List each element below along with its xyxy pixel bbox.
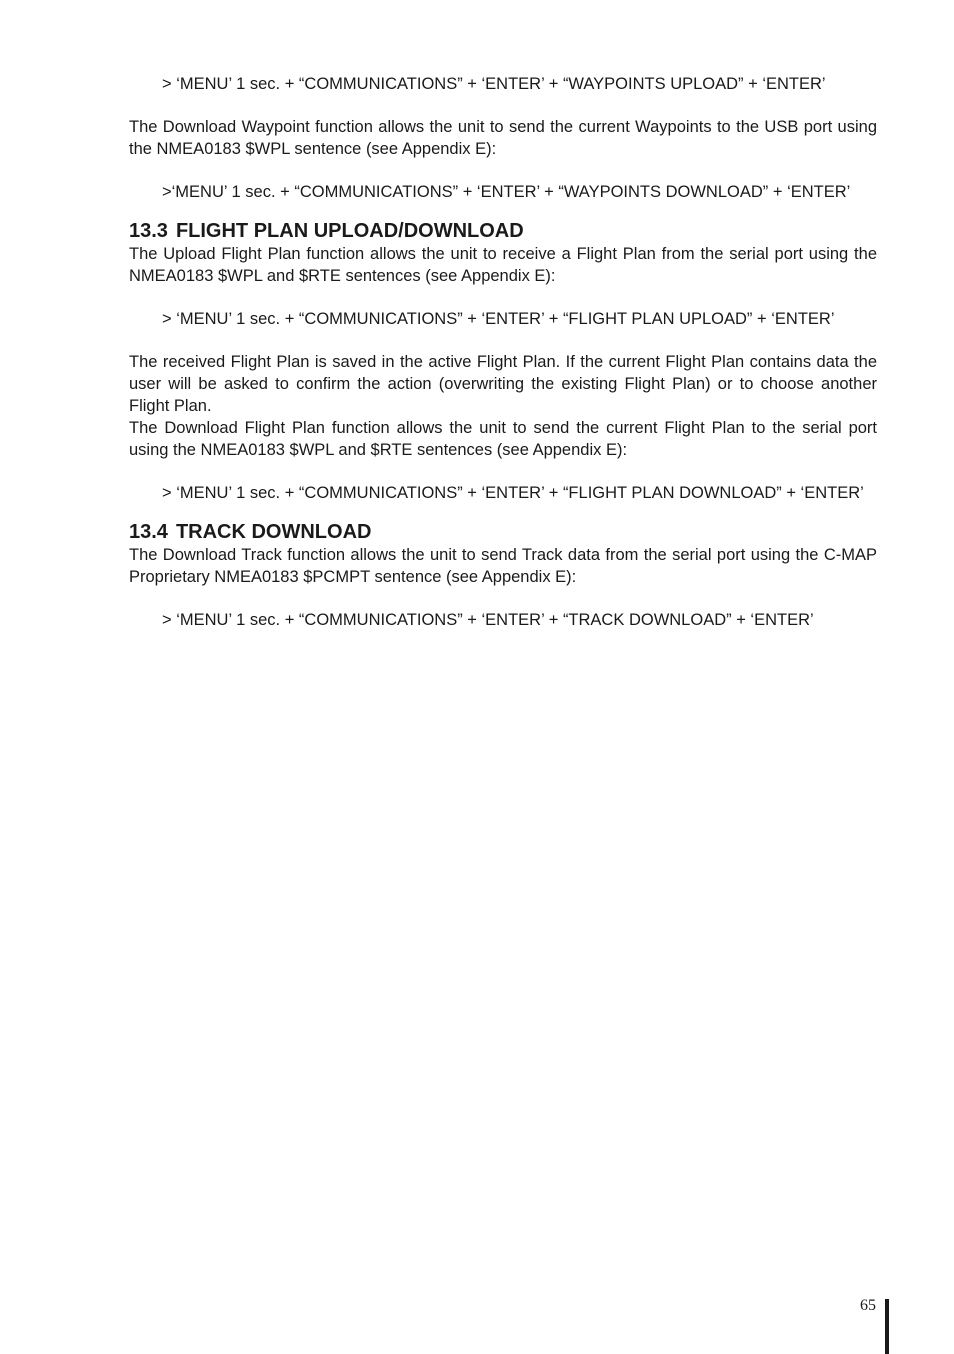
paragraph-waypoint-download: The Download Waypoint function allows the unit to send the current Waypoints to the USB port using the NMEA0183 $WPL sentence (see Appendix E): [129,118,877,158]
command-track-download: > ‘MENU’ 1 sec. + “COMMUNICATIONS” + ‘ENTER’ + “TRACK DOWNLOAD” + ‘ENTER’ [162,611,814,629]
section-title: FLIGHT PLAN UPLOAD/DOWNLOAD [175,220,524,242]
command-flight-plan-download: > ‘MENU’ 1 sec. + “COMMUNICATIONS” + ‘ENTER’ + “FLIGHT PLAN DOWNLOAD” + ‘ENTER’ [162,484,864,502]
paragraph-flight-plan-download: The Download Flight Plan function allows the unit to send the current Flight Plan to the serial port using the NMEA0183 $WPL and $RTE sentences (see Appendix E): [129,419,877,459]
section-title: TRACK DOWNLOAD [175,521,372,543]
section-heading-13-3 [129,219,877,243]
command-waypoints-upload: > ‘MENU’ 1 sec. + “COMMUNICATIONS” + ‘ENTER’ + “WAYPOINTS UPLOAD” + ‘ENTER’ [162,75,826,93]
section-number: 13.4 [129,521,168,543]
paragraph-track-download: The Download Track function allows the unit to send Track data from the serial port using the C-MAP Proprietary NMEA0183 $PCMPT sentence (see Appendix E): [129,546,877,586]
page-content [129,73,877,631]
paragraph-flight-plan-upload: The Upload Flight Plan function allows the unit to receive a Flight Plan from the serial port using the NMEA0183 $WPL and $RTE sentences (see Appendix E): [129,245,877,285]
section-number: 13.3 [129,220,168,242]
command-flight-plan-upload: > ‘MENU’ 1 sec. + “COMMUNICATIONS” + ‘ENTER’ + “FLIGHT PLAN UPLOAD” + ‘ENTER’ [162,310,835,328]
section-heading-13-4 [129,520,877,544]
page-number: 65 [860,1297,876,1314]
paragraph-flight-plan-received: The received Flight Plan is saved in the active Flight Plan. If the current Flight Plan contains data the user will be asked to confirm the action (overwriting the existing Flight Plan) or to choose another Flight Plan. [129,353,877,415]
command-waypoints-download: >‘MENU’ 1 sec. + “COMMUNICATIONS” + ‘ENTER’ + “WAYPOINTS DOWNLOAD” + ‘ENTER’ [162,183,851,201]
page-edge-rule [885,1299,889,1354]
